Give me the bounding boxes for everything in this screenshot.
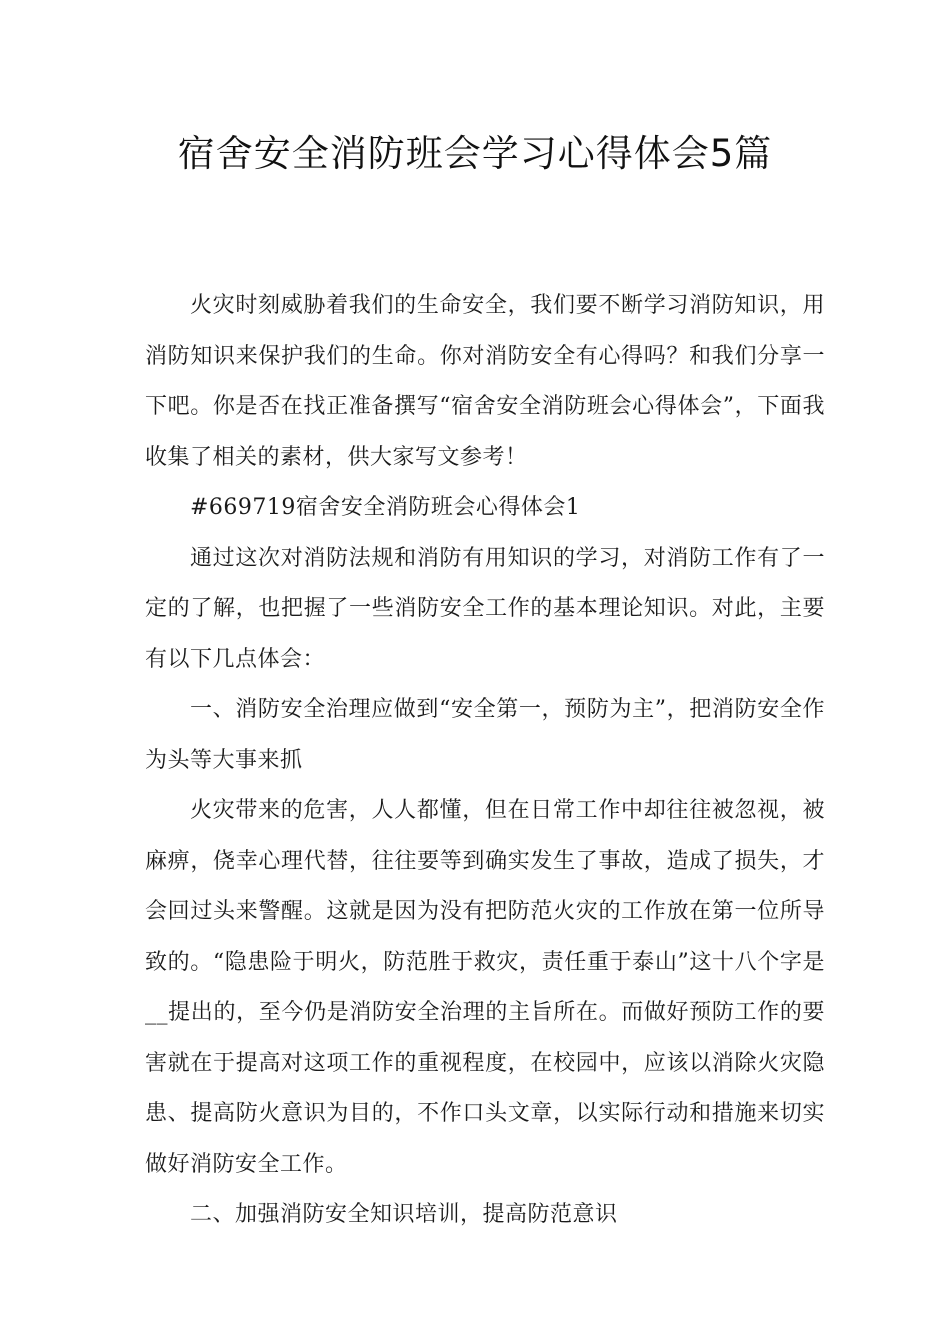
point-heading: 二、加强消防安全知识培训，提高防范意识 [190,1202,618,1227]
section-heading: #669719宿舍安全消防班会心得体会1 [190,495,581,520]
intro-paragraph: 火灾时刻威胁着我们的生命安全，我们要不断学习消防知识，用消防知识来保护我们的生命。你对消防安全有心得吗？和我们分享一下吧。你是否在找正准备撰写“宿舍安全消防班会心得体会”，下面我收集了相关的素材，供大家写文参考！ [145,293,825,470]
point-heading: 一、消防安全治理应做到“安全第一，预防为主”，把消防安全作为头等大事来抓 [145,697,825,773]
document-body [145,281,825,1241]
document-title: 宿舍安全消防班会学习心得体会5篇 [177,132,773,175]
body-paragraph: 火灾带来的危害，人人都懂，但在日常工作中却往往被忽视，被麻痹，侥幸心理代替，往往要等到确实发生了事故，造成了损失，才会回过头来警醒。这就是因为没有把防范火灾的工作放在第一位所导致的。“隐患险于明火，防范胜于救灾，责任重于泰山”这十八个字是__提出的，至今仍是消防安全治理的主旨所在。而做好预防工作的要害就在于提高对这项工作的重视程度，在校园中，应该以消除火灾隐患、提高防火意识为目的，不作口头文章，以实际行动和措施来切实做好消防安全工作。 [145,798,825,1177]
body-paragraph: 通过这次对消防法规和消防有用知识的学习，对消防工作有了一定的了解，也把握了一些消防安全工作的基本理论知识。对此，主要有以下几点体会： [145,545,825,672]
